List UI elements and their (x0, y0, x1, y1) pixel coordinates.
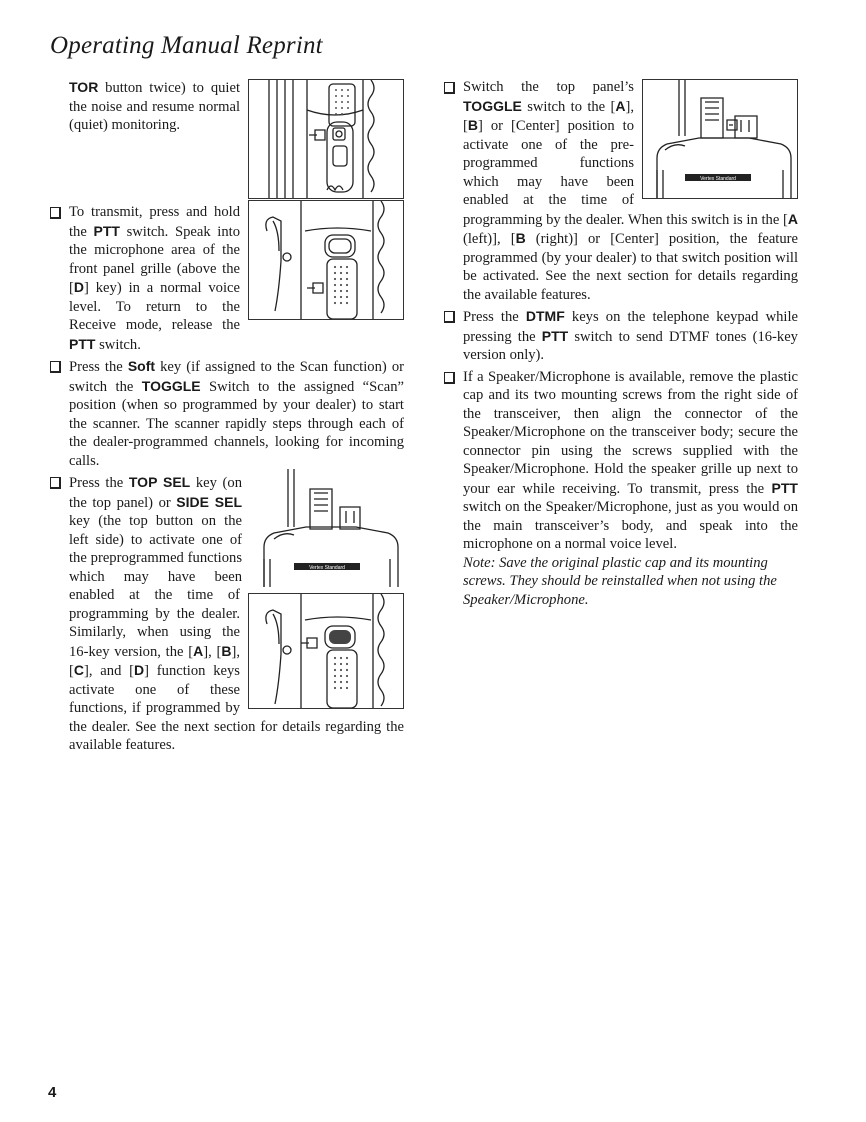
key-label: C (73, 662, 84, 678)
bullet-speaker-mic (442, 368, 798, 554)
figure-toggle-switch (642, 79, 798, 199)
key-label: TOGGLE (141, 377, 201, 394)
text: key (if assigned to the Scan function) or switch the (69, 359, 404, 395)
key-label: D (73, 279, 84, 295)
checkbox-bullet-icon (50, 477, 61, 489)
text: ], and [ (84, 663, 135, 679)
text: switch. Speak into the microphone area of the front panel grille (above the [ (69, 223, 240, 296)
text: Switch to the assigned “Scan” position (when so programmed by your dealer) to start the scanner. The scanner rapidly steps through each of the dealer-programmed channels, looking for incoming calls. (69, 378, 404, 469)
key-label: A (193, 642, 204, 659)
key-label: PTT (541, 327, 569, 344)
page-number: 4 (48, 1084, 57, 1101)
key-label: DTMF (525, 308, 565, 324)
brand-text: Vertex Standard (700, 175, 736, 182)
bullet-transmit (48, 203, 404, 354)
text: switch. (95, 336, 141, 353)
key-label: B (515, 230, 526, 246)
checkbox-bullet-icon (50, 207, 61, 219)
text: (right)] or [Center] position, the feature programmed (by your dealer) to that switch position will be activated. See the next section for details regarding the available features. (463, 231, 798, 303)
text: ] function keys activate one of these functions, if programmed by the dealer. See the next section for details regarding the available features. (69, 663, 404, 753)
text: switch on the Speaker/Microphone, just as you would on the main transceiver’s body, and speak into the microphone on a normal voice level. (463, 499, 798, 552)
figure-side-sel (248, 593, 404, 709)
text: switch to the [ (521, 98, 616, 115)
key-label: TOP SEL (128, 474, 191, 490)
key-label: A (615, 97, 626, 114)
bullet-top-sel (48, 473, 404, 755)
checkbox-bullet-icon (50, 361, 61, 373)
key-label: A (787, 210, 798, 227)
text: ] or [Center] position to activate one of the pre-programmed functions which may have been enabled at the time of programming by the dealer. When this switch is in the [ (463, 118, 788, 228)
text: Press the (463, 309, 526, 325)
text: ], [ (203, 643, 222, 660)
key-label: SIDE SEL (176, 493, 242, 510)
key-label: D (134, 662, 145, 678)
key-label: TOGGLE (463, 97, 522, 114)
text: button twice) to quiet the noise and resume normal (quiet) monitoring. (69, 80, 240, 133)
text: ], [ (463, 98, 634, 134)
bullet-scan (48, 357, 404, 470)
checkbox-bullet-icon (444, 82, 455, 94)
checkbox-bullet-icon (444, 311, 455, 323)
note-text: Save the original plastic cap and its mounting screws. They should be reinstalled when not using the Speaker/Microphone. (463, 554, 777, 608)
key-label: PTT (69, 335, 96, 352)
note (442, 554, 798, 610)
text: switch to send DTMF tones (16-key version only). (463, 328, 798, 363)
text: Press the (69, 475, 129, 491)
text: keys on the telephone keypad while pressing the (463, 309, 798, 345)
figure-ptt-switch (248, 200, 404, 320)
text: If a Speaker/Microphone is available, remove the plastic cap and its two mounting screws from the right side of the transceiver, then align the connector of the Speaker/Microphone on the transceiver body; secure the connector pin using the screws supplied with the Speaker/Microphone. Hold the speaker grille up next to your ear while receiving. To transmit, press the (463, 368, 798, 497)
text: key (the top button on the left side) to activate one of the preprogrammed functions which may have been enabled at the time of programming by the dealer. Similarly, when using the 16-key version, the [ (69, 513, 242, 660)
brand-text: Vertex Standard (309, 564, 345, 571)
key-label: B (467, 117, 478, 133)
bullet-toggle (442, 78, 798, 304)
page-title: Operating Manual Reprint (50, 32, 323, 59)
speaker-mic-full-text (442, 609, 443, 610)
text: (left)], [ (463, 231, 516, 247)
bullet-dtmf (442, 307, 798, 365)
key-label: PTT (771, 479, 798, 496)
checkbox-bullet-icon (444, 372, 455, 384)
text: ] key) in a normal voice level. To return to the Receive mode, release the (69, 280, 240, 333)
text: ], [ (69, 643, 240, 679)
key-label: Soft (127, 358, 156, 374)
paragraph-monitor-continued (48, 78, 404, 135)
text: To transmit, press and hold the (69, 204, 240, 240)
note-label: Note: (463, 554, 496, 571)
figure-top-panel (250, 469, 404, 587)
text: Switch the top panel’s (463, 79, 634, 95)
left-column (48, 78, 404, 758)
text: Press the (69, 359, 128, 375)
key-label: B (221, 642, 232, 659)
key-label: PTT (93, 222, 120, 239)
figure-side-switch (248, 79, 404, 199)
text: key (on the top panel) or (69, 475, 242, 511)
key-label: TOR (69, 79, 99, 95)
right-column (442, 78, 798, 609)
